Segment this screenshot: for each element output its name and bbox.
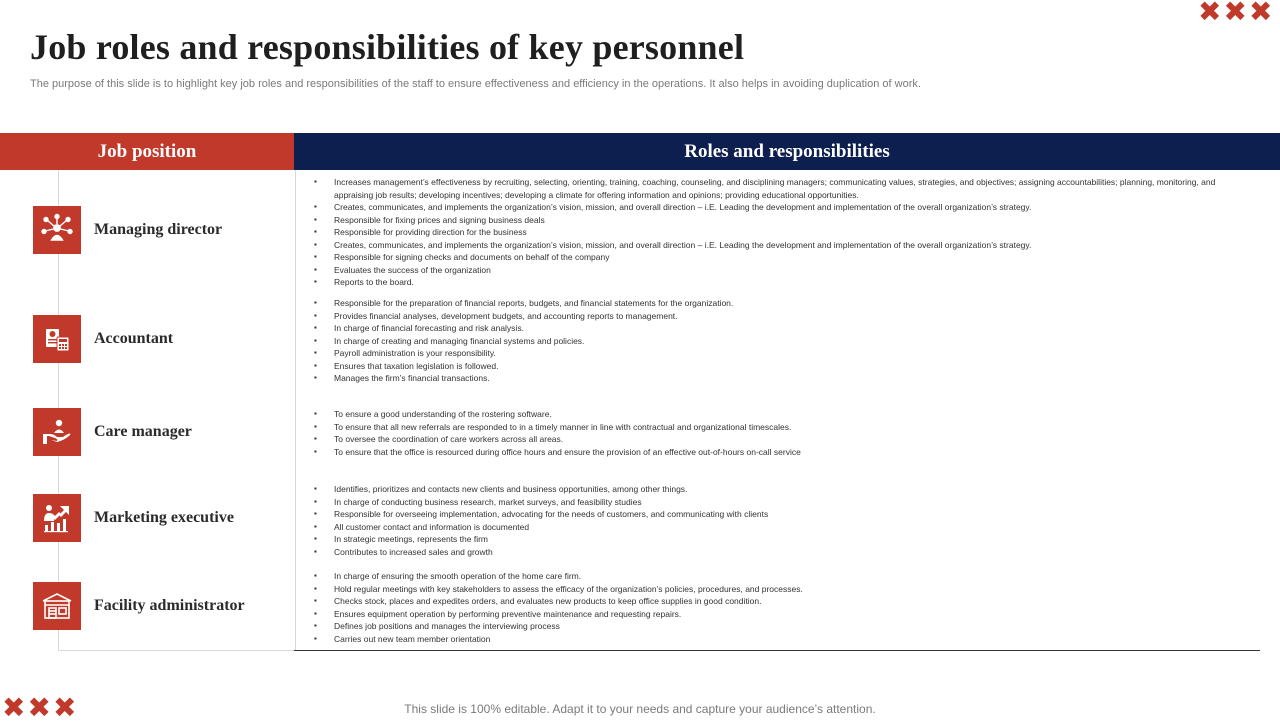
role-item: ▪ Ensures equipment operation by performing preventive maintenance and requesting repairs.	[314, 608, 1244, 621]
hand-care-icon	[33, 408, 81, 456]
role-item: ▪ Ensures that taxation legislation is followed.	[314, 360, 1244, 373]
roles-list-care-manager	[314, 408, 1244, 458]
role-item: ▪ In charge of creating and managing financial systems and policies.	[314, 335, 1244, 348]
facility-building-icon	[33, 582, 81, 630]
position-marketing-executive	[33, 494, 234, 542]
role-item: ▪ Provides financial analyses, development budgets, and accounting reports to management.	[314, 310, 1244, 323]
table-bottom-rule	[294, 650, 1260, 651]
page-subtitle: The purpose of this slide is to highlight key job roles and responsibilities of the staff to ensure effectiveness and efficiency in the operations. It also helps in avoiding duplication of work.	[30, 78, 921, 90]
role-item: ▪ Identifies, prioritizes and contacts new clients and business opportunities, among other things.	[314, 483, 1244, 496]
network-person-icon	[33, 206, 81, 254]
role-item: ▪ Evaluates the success of the organization	[314, 264, 1244, 277]
position-managing-director	[33, 206, 222, 254]
role-item: ▪ In strategic meetings, represents the firm	[314, 533, 1244, 546]
position-care-manager	[33, 408, 192, 456]
position-facility-administrator	[33, 582, 245, 630]
job-position-header: Job position	[0, 133, 294, 170]
footer-note: This slide is 100% editable. Adapt it to your needs and capture your audience’s attention.	[404, 702, 876, 716]
role-item: ▪ To ensure that the office is resourced during office hours and ensure the provision of an effective out-of-hours on-call service	[314, 446, 1244, 459]
role-item: ▪ Creates, communicates, and implements the organization’s vision, mission, and overall direction – i.E. Leading the development and implementation of the overall organization’s strategy.	[314, 201, 1244, 214]
roles-list-marketing-executive	[314, 483, 1244, 558]
role-item: ▪ In charge of financial forecasting and risk analysis.	[314, 322, 1244, 335]
position-label: Managing director	[94, 221, 223, 238]
role-item: ▪ Increases management’s effectiveness by recruiting, selecting, orienting, training, coaching, counseling, and disciplining managers; communicating values, strategies, and objectives; assigning accountabilities; planning, monitoring, and appraising job results; developing incentives; developing a climate for offering information and opinions; providing educational opportunities.	[314, 176, 1244, 201]
finance-document-icon	[33, 315, 81, 363]
position-label: Care manager	[94, 423, 192, 440]
roles-header: Roles and responsibilities	[294, 133, 1280, 170]
roles-list-managing-director	[314, 176, 1244, 289]
role-item: ▪ Responsible for overseeing implementation, advocating for the needs of customers, and communicating with clients	[314, 508, 1244, 521]
role-item: ▪ Contributes to increased sales and growth	[314, 546, 1244, 559]
role-item: ▪ Responsible for fixing prices and signing business deals	[314, 214, 1244, 227]
roles-list-facility-administrator	[314, 570, 1244, 645]
position-label: Marketing executive	[94, 509, 234, 526]
role-item: ▪ Carries out new team member orientation	[314, 633, 1244, 646]
role-item: ▪ Hold regular meetings with key stakeholders to assess the efficacy of the organization’s policies, procedures, and processes.	[314, 583, 1244, 596]
roles-list-accountant	[314, 297, 1244, 385]
role-item: ▪ In charge of conducting business research, market surveys, and feasibility studies	[314, 496, 1244, 509]
role-item: ▪ All customer contact and information is documented	[314, 521, 1244, 534]
role-item: ▪ Responsible for providing direction for the business	[314, 226, 1244, 239]
marketing-growth-icon	[33, 494, 81, 542]
position-label: Accountant	[94, 330, 174, 347]
role-item: ▪ Responsible for the preparation of financial reports, budgets, and financial statements for the organization.	[314, 297, 1244, 310]
role-item: ▪ Checks stock, places and expedites orders, and evaluates new products to keep office supplies in good condition.	[314, 595, 1244, 608]
role-item: ▪ Payroll administration is your responsibility.	[314, 347, 1244, 360]
decorative-x-marks-top: ✖ ✖ ✖	[1198, 0, 1273, 28]
decorative-x-marks-bottom: ✖ ✖ ✖	[2, 691, 77, 724]
role-item: ▪ To ensure that all new referrals are responded to in a timely manner in line with contractual and organizational timescales.	[314, 421, 1244, 434]
position-label: Facility administrator	[94, 597, 245, 614]
position-accountant	[33, 315, 173, 363]
role-item: ▪ To oversee the coordination of care workers across all areas.	[314, 433, 1244, 446]
role-item: ▪ Creates, communicates, and implements the organization’s vision, mission, and overall direction – i.E. Leading the development and implementation of the overall organization’s strategy.	[314, 239, 1244, 252]
role-item: ▪ In charge of ensuring the smooth operation of the home care firm.	[314, 570, 1244, 583]
page-title: Job roles and responsibilities of key personnel	[30, 27, 745, 67]
role-item: ▪ Responsible for signing checks and documents on behalf of the company	[314, 251, 1244, 264]
role-item: ▪ Defines job positions and manages the interviewing process	[314, 620, 1244, 633]
role-item: ▪ Reports to the board.	[314, 276, 1244, 289]
role-item: ▪ To ensure a good understanding of the rostering software.	[314, 408, 1244, 421]
role-item: ▪ Manages the firm’s financial transactions.	[314, 372, 1244, 385]
